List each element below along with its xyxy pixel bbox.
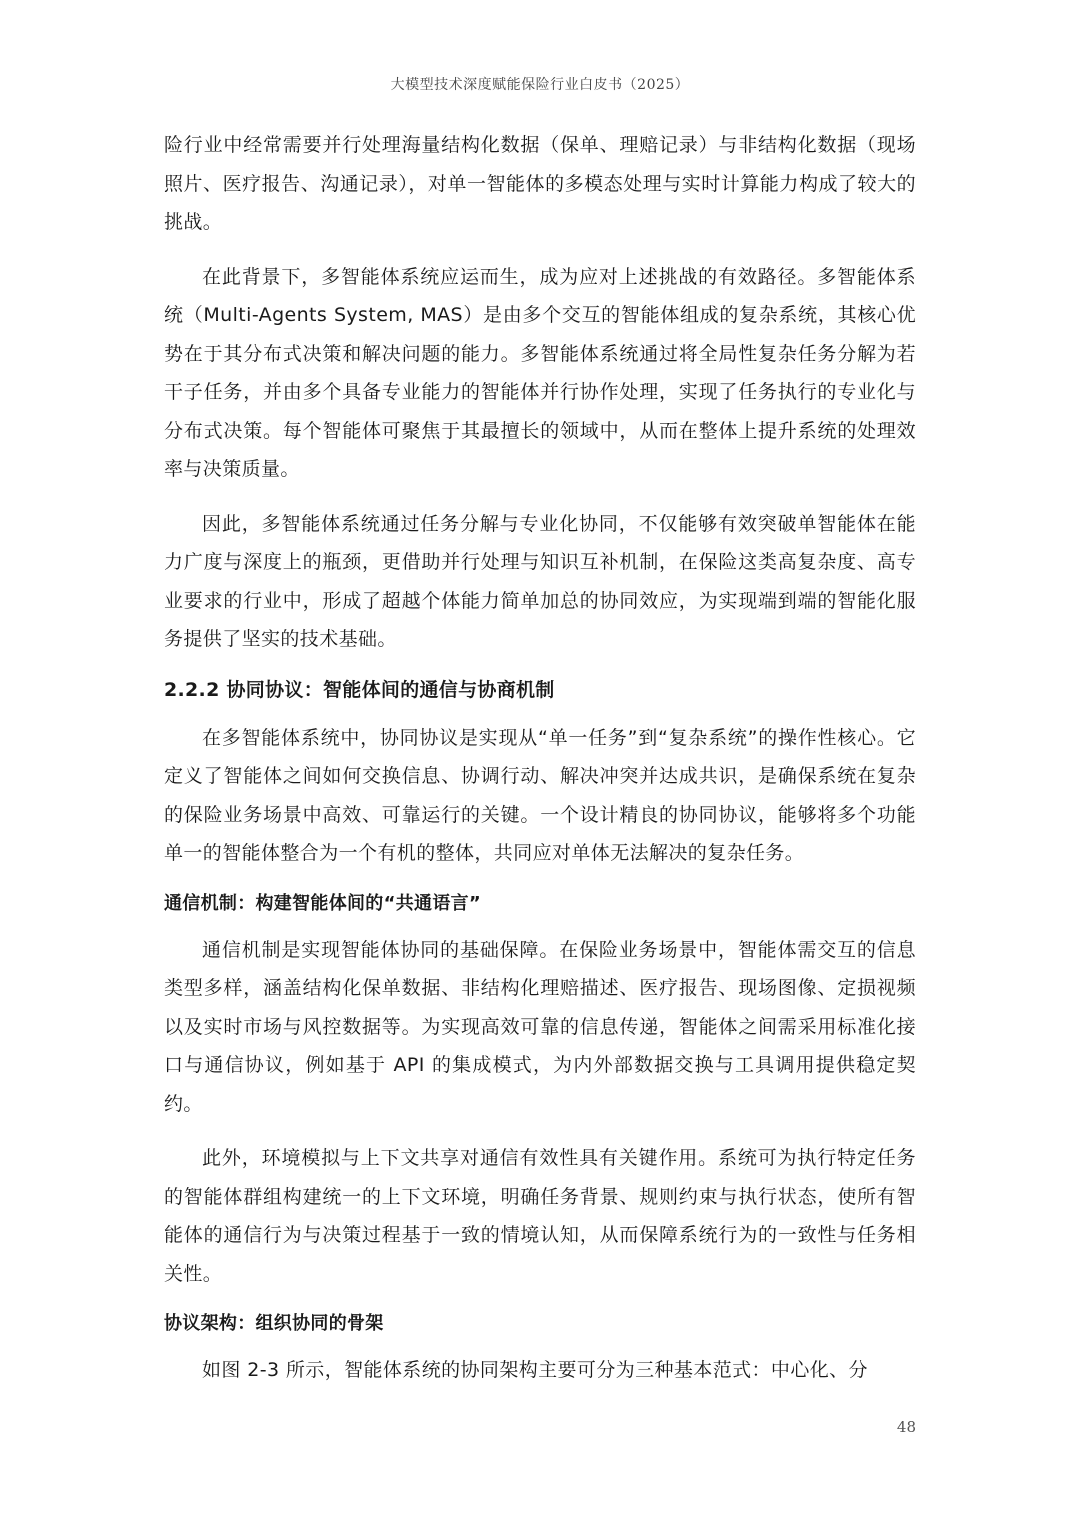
body-paragraph: 因此，多智能体系统通过任务分解与专业化协同，不仅能够有效突破单智能体在能力广度与深度上的瓶颈，更借助并行处理与知识互补机制，在保险这类高复杂度、高专业要求的行业中，形成了超越个体能力简单加总的协同效应，为实现端到端的智能化服务提供了坚实的技术基础。	[164, 512, 916, 650]
body-paragraph: 险行业中经常需要并行处理海量结构化数据（保单、理赔记录）与非结构化数据（现场照片、医疗报告、沟通记录），对单一智能体的多模态处理与实时计算能力构成了较大的挑战。	[164, 134, 916, 233]
body-paragraph: 此外，环境模拟与上下文共享对通信有效性具有关键作用。系统可为执行特定任务的智能体群组构建统一的上下文环境，明确任务背景、规则约束与执行状态，使所有智能体的通信行为与决策过程基于一致的情境认知，从而保障系统行为的一致性与任务相关性。	[164, 1147, 916, 1285]
body-paragraph: 通信机制是实现智能体协同的基础保障。在保险业务场景中，智能体需交互的信息类型多样，涵盖结构化保单数据、非结构化理赔描述、医疗报告、现场图像、定损视频以及实时市场与风控数据等。为实现高效可靠的信息传递，智能体之间需采用标准化接口与通信协议，例如基于 API 的集成模式，为内外部数据交换与工具调用提供稳定契约。	[164, 938, 916, 1115]
running-header: 大模型技术深度赋能保险行业白皮书（2025）	[390, 77, 690, 93]
body-paragraph: 如图 2-3 所示，智能体系统的协同架构主要可分为三种基本范式：中心化、分	[202, 1359, 868, 1381]
sub-heading: 协议架构：组织协同的骨架	[164, 1313, 384, 1334]
body-paragraph: 在此背景下，多智能体系统应运而生，成为应对上述挑战的有效路径。多智能体系统（Multi-Agents System, MAS）是由多个交互的智能体组成的复杂系统，其核心优势在于其分布式决策和解决问题的能力。多智能体系统通过将全局性复杂任务分解为若干子任务，并由多个具备专业能力的智能体并行协作处理，实现了任务执行的专业化与分布式决策。每个智能体可聚焦于其最擅长的领域中，从而在整体上提升系统的处理效率与决策质量。	[164, 265, 916, 480]
page-body	[164, 126, 916, 1406]
section-heading: 2.2.2 协同协议：智能体间的通信与协商机制	[164, 678, 555, 701]
body-paragraph: 在多智能体系统中，协同协议是实现从“单一任务”到“复杂系统”的操作性核心。它定义了智能体之间如何交换信息、协调行动、解决冲突并达成共识，是确保系统在复杂的保险业务场景中高效、可靠运行的关键。一个设计精良的协同协议，能够将多个功能单一的智能体整合为一个有机的整体，共同应对单体无法解决的复杂任务。	[164, 726, 916, 864]
page-number: 48	[896, 1418, 916, 1436]
sub-heading: 通信机制：构建智能体间的“共通语言”	[164, 892, 482, 914]
